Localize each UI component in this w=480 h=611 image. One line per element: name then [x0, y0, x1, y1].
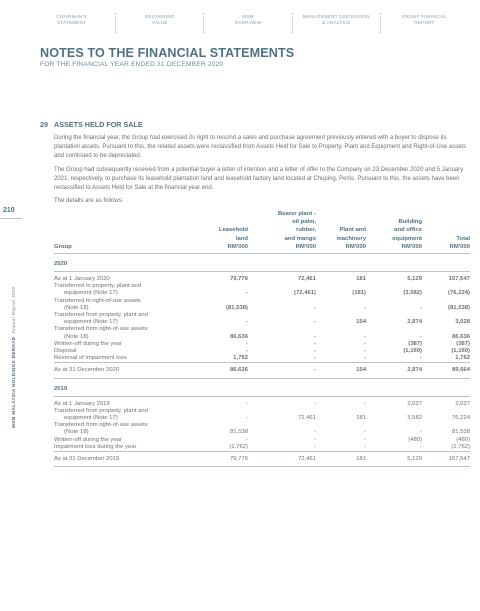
value-cell: 2,027: [455, 400, 470, 407]
value-cell: (72,461): [294, 290, 316, 297]
row-label: equipment (Note 17): [64, 319, 118, 326]
value-cell: 81,538: [451, 429, 470, 436]
value-cell: [366, 326, 422, 333]
value-cell: -: [364, 355, 366, 362]
value-cell: -: [420, 443, 422, 450]
header-line: oil palm,: [292, 219, 316, 226]
value-cell: 181: [356, 276, 366, 283]
value-cell: -: [314, 333, 316, 340]
value-cell: (387): [408, 340, 422, 347]
table-row: [54, 396, 470, 408]
row-label: Reversal of impairment loss: [54, 355, 127, 362]
row-label: Transferred from property, plant and: [54, 312, 148, 319]
value-cell: 1,762: [233, 355, 248, 362]
nav-label-line2: & ANALYSIS: [322, 20, 351, 25]
table-row: [54, 334, 470, 341]
value-cell: [248, 408, 316, 415]
value-cell: (1,160): [451, 348, 470, 355]
table-row: [54, 298, 470, 305]
value-cell: 89,664: [422, 363, 470, 378]
value-cell: (1,762): [451, 443, 470, 450]
value-cell: 2,027: [407, 400, 422, 407]
value-cell: 181: [356, 415, 366, 422]
value-cell: [316, 298, 366, 305]
nav-label-line1: MSM: [242, 14, 254, 19]
nav-group-financial-report[interactable]: [381, 12, 468, 36]
table-row: [54, 283, 470, 290]
value-cell: [316, 283, 366, 290]
row-label: equipment (Note 17): [64, 415, 118, 422]
value-cell: -: [314, 429, 316, 436]
value-cell: 72,461: [297, 415, 316, 422]
row-label: Transferred from right-of-use assets: [54, 326, 148, 333]
value-cell: -: [246, 415, 248, 422]
value-cell: (3,582): [403, 290, 422, 297]
table-row: [54, 355, 470, 363]
table-row: [54, 312, 470, 319]
row-label: Written-off during the year: [54, 436, 122, 443]
page-title: NOTES TO THE FINANCIAL STATEMENTS: [40, 46, 295, 60]
paragraph-offer: The Group had subsequently received from a potential buyer a letter of intention and a letter of offer to the Company on 23 December 2020 and 5 January 2021, respectively, to purchase its leasehold plantation land and leasehold factory land located at Chuping, Perlis. Pursuant to this, the assets have been reclassified to Assets Held for Sale at the financial year end.: [54, 167, 464, 192]
value-cell: [366, 422, 422, 429]
closing-balance-row: [54, 452, 470, 467]
value-cell: (76,224): [448, 290, 470, 297]
value-cell: 76,224: [451, 415, 470, 422]
header-line: Total: [456, 235, 470, 242]
row-label: Transferred to right-of-use assets: [54, 297, 141, 304]
value-cell: [366, 298, 422, 305]
value-cell: [316, 326, 366, 333]
value-cell: -: [314, 400, 316, 407]
header-line: Leasehold: [218, 227, 248, 234]
header-line: land: [235, 235, 248, 242]
top-navigation: [28, 12, 468, 36]
value-cell: [248, 312, 316, 319]
year-heading-row: [54, 254, 470, 272]
row-label: Written-off during the year: [54, 340, 122, 347]
value-cell: [202, 422, 248, 429]
year-heading-row: [54, 378, 470, 396]
row-label: Transferred to property, plant and: [54, 283, 142, 290]
closing-balance-row: [54, 363, 470, 378]
header-plant-machinery: [316, 210, 366, 254]
nav-msm-overview[interactable]: [204, 12, 291, 36]
value-cell: -: [420, 429, 422, 436]
value-cell: 157,547: [448, 276, 470, 283]
nav-label-line2: VALUE: [151, 20, 168, 25]
value-cell: -: [246, 290, 248, 297]
row-label: equipment (Note 17): [64, 290, 118, 297]
header-line: Group: [54, 243, 72, 250]
paragraph-details-intro: The details are as follows:: [54, 198, 124, 204]
table-row: [54, 422, 470, 429]
table-row: [54, 341, 470, 348]
value-cell: 72,461: [248, 452, 316, 467]
header-line: Building: [398, 219, 422, 226]
year-label: 2020: [54, 254, 470, 272]
value-cell: (81,538): [226, 304, 248, 311]
row-label: Disposal: [54, 348, 77, 355]
year-label: 2019: [54, 378, 470, 396]
value-cell: (480): [456, 436, 470, 443]
value-cell: [422, 408, 470, 415]
nav-label-line1: DELIVERING: [144, 14, 175, 19]
table-body-2019: [54, 378, 470, 467]
header-line: RM'000: [345, 243, 366, 250]
value-cell: [202, 326, 248, 333]
value-cell: [202, 298, 248, 305]
nav-label-line1: GROUP FINANCIAL: [401, 14, 447, 19]
value-cell: -: [314, 319, 316, 326]
value-cell: 1,762: [455, 355, 470, 362]
table-row: [54, 326, 470, 333]
row-label: As at 31 December 2019: [54, 452, 202, 467]
value-cell: (181): [352, 290, 366, 297]
header-line: Plant and: [339, 227, 366, 234]
header-line: RM'000: [295, 243, 316, 250]
value-cell: [422, 312, 470, 319]
page-number-rule: [0, 218, 22, 219]
value-cell: -: [246, 436, 248, 443]
value-cell: 3,582: [407, 415, 422, 422]
vertical-running-title-text: [11, 286, 16, 428]
value-cell: -: [364, 400, 366, 407]
page-subtitle: FOR THE FINANCIAL YEAR ENDED 31 DECEMBER 2020: [40, 61, 224, 68]
header-line: and office: [394, 227, 422, 234]
header-line: rubber,: [296, 227, 316, 234]
value-cell: [202, 312, 248, 319]
nav-chairmans-statement[interactable]: [28, 12, 115, 36]
value-cell: -: [420, 333, 422, 340]
row-label: As at 31 December 2020: [54, 363, 202, 378]
table-row: [54, 444, 470, 452]
row-label: (Note 18): [64, 429, 89, 436]
value-cell: [316, 408, 366, 415]
header-line: RM'000: [401, 243, 422, 250]
header-building-equipment: [366, 210, 422, 254]
value-cell: 157,547: [422, 452, 470, 467]
section-number: 29: [40, 120, 48, 129]
nav-management-discussion[interactable]: [293, 12, 380, 36]
value-cell: 154: [356, 319, 366, 326]
value-cell: 72,461: [297, 276, 316, 283]
value-cell: -: [248, 363, 316, 378]
table-header-row: [54, 210, 470, 254]
value-cell: -: [246, 348, 248, 355]
value-cell: -: [246, 400, 248, 407]
value-cell: 79,776: [202, 452, 248, 467]
value-cell: 86,636: [202, 363, 248, 378]
row-label: Transferred from property, plant and: [54, 407, 148, 414]
row-label: As at 1 January 2019: [54, 400, 110, 407]
table-row: [54, 305, 470, 312]
value-cell: -: [364, 429, 366, 436]
row-label: As at 1 January 2020: [54, 276, 110, 283]
value-cell: 79,776: [229, 276, 248, 283]
nav-label-line2: STATEMENT: [57, 20, 87, 25]
value-cell: [366, 283, 422, 290]
value-cell: -: [364, 304, 366, 311]
table-row: [54, 272, 470, 284]
value-cell: [422, 326, 470, 333]
table-row: [54, 408, 470, 415]
value-cell: [202, 408, 248, 415]
value-cell: -: [246, 319, 248, 326]
value-cell: 181: [316, 452, 366, 467]
header-line: machinery: [336, 235, 366, 242]
value-cell: -: [314, 436, 316, 443]
value-cell: [366, 408, 422, 415]
value-cell: 2,874: [407, 319, 422, 326]
value-cell: -: [420, 304, 422, 311]
header-line: Bearer plant -: [278, 211, 316, 217]
nav-label-line2: OVERVIEW: [234, 20, 262, 25]
value-cell: [422, 298, 470, 305]
section-title: ASSETS HELD FOR SALE: [54, 120, 143, 129]
value-cell: 81,538: [229, 429, 248, 436]
value-cell: -: [314, 304, 316, 311]
nav-label-line1: MANAGEMENT DISCUSSION: [302, 14, 370, 19]
value-cell: (1,160): [403, 348, 422, 355]
table-row: [54, 290, 470, 297]
value-cell: -: [314, 348, 316, 355]
value-cell: -: [364, 340, 366, 347]
header-total: [422, 210, 470, 254]
value-cell: [366, 312, 422, 319]
paragraph-rescind: During the financial year, the Group had exercised its right to rescind a sales and purchase agreement previously entered with a buyer to dispose its plantation assets. Pursuant to this, the related assets were reclassified from Assets Held for Sale to Property, Plant and Equipment and Right-of-Use assets and continued to be depreciated.: [54, 135, 467, 160]
value-cell: -: [420, 355, 422, 362]
value-cell: [248, 298, 316, 305]
company-name: MSM MALAYSIA HOLDINGS BERHAD: [11, 336, 16, 428]
table-row: [54, 429, 470, 436]
value-cell: 86,636: [229, 333, 248, 340]
header-line: RM'000: [449, 243, 470, 250]
value-cell: [248, 283, 316, 290]
nav-label-line2: REPORT: [414, 20, 435, 25]
header-bearer-plant: [248, 210, 316, 254]
value-cell: -: [246, 340, 248, 347]
row-label: (Note 18): [64, 304, 89, 311]
row-label: Impairment loss during the year: [54, 443, 137, 450]
table-row: [54, 348, 470, 355]
header-line: RM'000: [227, 243, 248, 250]
value-cell: [316, 422, 366, 429]
value-cell: (1,762): [229, 443, 248, 450]
value-cell: -: [364, 436, 366, 443]
header-line: and mango: [284, 235, 316, 242]
table-row: [54, 437, 470, 444]
value-cell: -: [364, 333, 366, 340]
value-cell: 86,636: [451, 333, 470, 340]
value-cell: -: [314, 355, 316, 362]
header-line: equipment: [392, 235, 422, 242]
value-cell: 3,028: [455, 319, 470, 326]
value-cell: (387): [456, 340, 470, 347]
value-cell: 2,874: [366, 363, 422, 378]
value-cell: -: [314, 443, 316, 450]
row-label: Transferred from right-of-use assets: [54, 422, 148, 429]
value-cell: 5,129: [407, 276, 422, 283]
table-row: [54, 319, 470, 326]
value-cell: (81,538): [448, 304, 470, 311]
vertical-running-title: [11, 240, 17, 430]
value-cell: [422, 422, 470, 429]
value-cell: -: [314, 340, 316, 347]
page-number: 210: [3, 207, 15, 214]
value-cell: [248, 422, 316, 429]
nav-label-line1: CHAIRMAN'S: [56, 14, 87, 19]
table-body-2020: [54, 254, 470, 379]
value-cell: [316, 312, 366, 319]
value-cell: -: [364, 443, 366, 450]
table-row: [54, 415, 470, 422]
value-cell: 5,129: [366, 452, 422, 467]
header-leasehold-land: [202, 210, 248, 254]
value-cell: 154: [316, 363, 366, 378]
value-cell: [202, 283, 248, 290]
assets-held-for-sale-table: [54, 210, 470, 467]
value-cell: -: [364, 348, 366, 355]
value-cell: (480): [408, 436, 422, 443]
header-group: [54, 210, 202, 254]
row-label: (Note 18): [64, 333, 89, 340]
report-name: Annual Report 2020: [11, 286, 16, 334]
value-cell: [422, 283, 470, 290]
nav-delivering-value[interactable]: [116, 12, 203, 36]
value-cell: [248, 326, 316, 333]
